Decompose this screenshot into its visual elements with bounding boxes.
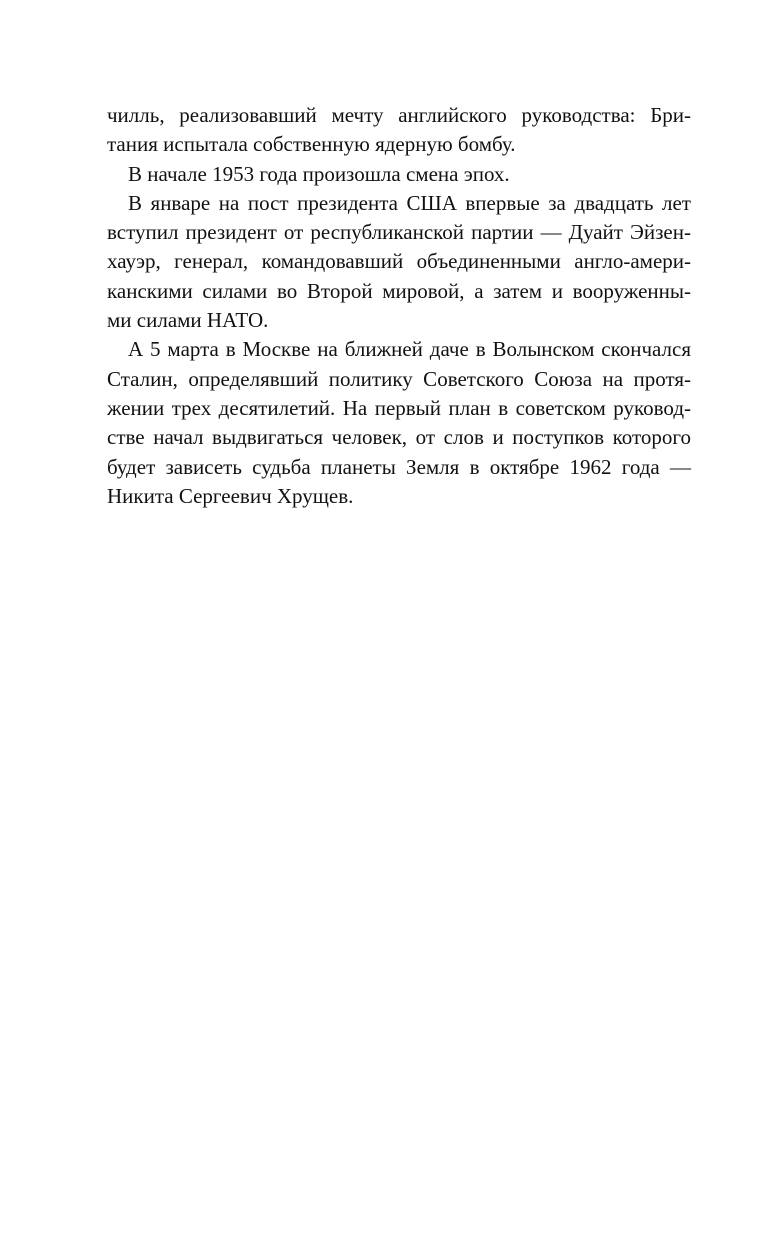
text-line: Сталин, определявший политику Советского Союза на протя-: [107, 366, 691, 391]
text-line: ми силами НАТО.: [107, 308, 269, 333]
text-line: вступил президент от республиканской партии — Дуайт Эйзен-: [107, 220, 691, 245]
text-line: В январе на пост президента США впервые за двадцать лет: [128, 190, 691, 215]
text-line: стве начал выдвигаться человек, от слов и поступков которого: [107, 425, 691, 450]
text-line: тания испытала собственную ядерную бомбу.: [107, 132, 516, 157]
paragraph-eisenhower: [107, 189, 691, 335]
paragraph-era-change: [107, 160, 691, 189]
body-text: [107, 101, 691, 511]
text-line: А 5 марта в Москве на ближней даче в Волынском скончался: [128, 337, 691, 362]
text-line: Никита Сергеевич Хрущев.: [107, 483, 354, 508]
text-line: хауэр, генерал, командовавший объединенными англо-амери-: [107, 249, 691, 274]
paragraph-stalin-khrushchev: [107, 335, 691, 511]
text-line: чилль, реализовавший мечту английского руководства: Бри-: [107, 103, 691, 127]
paragraph-continuation: [107, 101, 691, 160]
text-line: В начале 1953 года произошла смена эпох.: [128, 161, 510, 186]
text-line: канскими силами во Второй мировой, а затем и вооруженны-: [107, 278, 691, 303]
text-line: жении трех десятилетий. На первый план в советском руковод-: [107, 395, 691, 420]
text-line: будет зависеть судьба планеты Земля в октябре 1962 года —: [107, 454, 691, 479]
